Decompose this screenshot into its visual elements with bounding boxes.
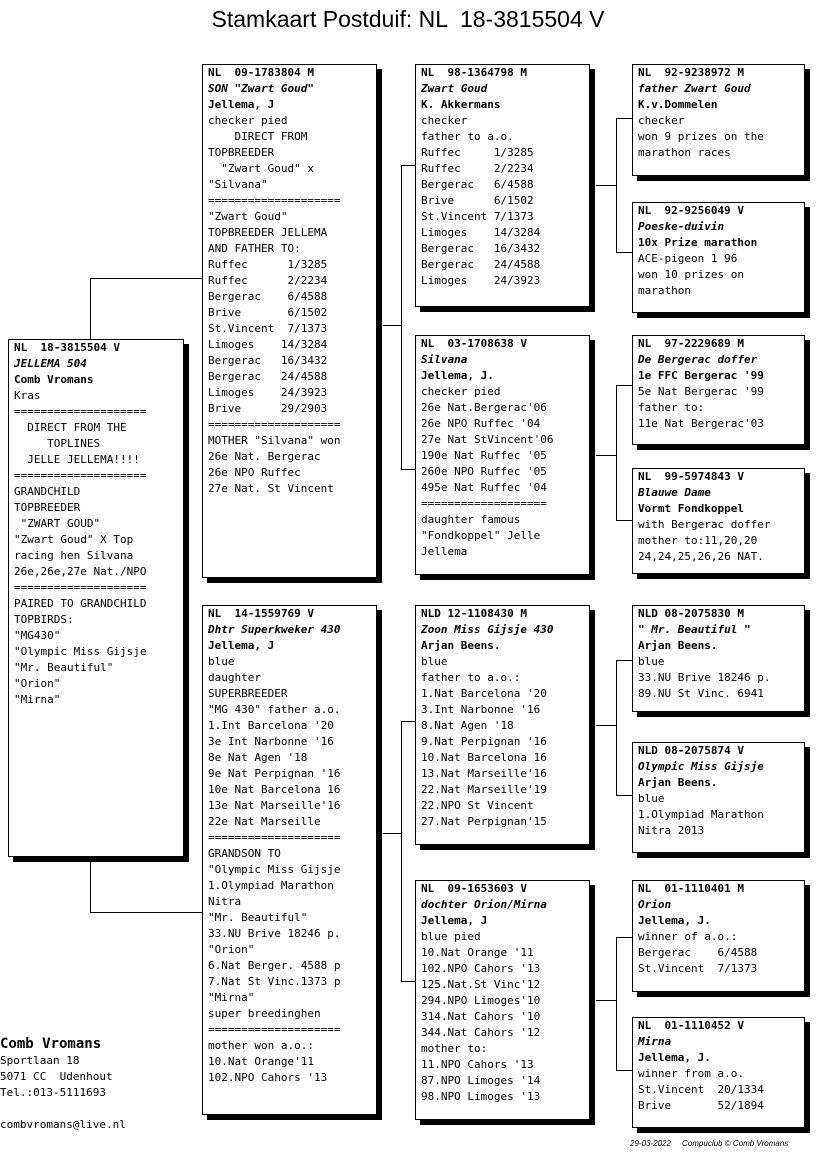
pigeon-owner: K. Akkermans [421, 98, 501, 111]
info-line: Brive 6/1502 [208, 306, 328, 319]
info-line: 33.NU Brive 18246 p. [638, 671, 771, 684]
info-line: DIRECT FROM THE [14, 421, 127, 434]
connector [401, 981, 415, 982]
pedigree-card-dds[interactable] [632, 880, 805, 992]
info-line: ==================== [14, 581, 147, 594]
info-line: blue [421, 655, 448, 668]
info-line: father to a.o.: [421, 671, 521, 684]
info-line: AND FATHER TO: [208, 242, 301, 255]
info-line: blue [638, 655, 665, 668]
info-line: Bergerac 6/4588 [638, 946, 758, 959]
pigeon-name: Blauwe Dame [638, 486, 711, 499]
ring-number: NL 97-2229689 M [638, 337, 744, 350]
connector [401, 165, 402, 469]
info-line: 7.Nat St Vinc.1373 p [208, 975, 341, 988]
pedigree-card-sire-sire[interactable] [415, 64, 590, 307]
info-line: 13.Nat Marseille'16 [421, 767, 547, 780]
pigeon-owner: Arjan Beens. [638, 776, 718, 789]
connector [90, 278, 91, 340]
info-line: "Orion" [14, 677, 61, 690]
info-line: 495e Nat Ruffec '04 [421, 481, 547, 494]
info-line: "MG430" [14, 629, 61, 642]
ring-number: NLD 08-2075874 V [638, 744, 744, 757]
connector [616, 937, 632, 938]
info-line: 13e Nat Marseille'16 [208, 799, 341, 812]
info-line: 11.NPO Cahors '13 [421, 1058, 534, 1071]
pigeon-name: " Mr. Beautiful " [638, 623, 751, 636]
info-line: daughter famous [421, 513, 521, 526]
info-line: St.Vincent 7/1373 [208, 322, 328, 335]
pigeon-owner: Jellema, J [208, 639, 275, 652]
page-title: Stamkaart Postduif: NL 18-3815504 V [211, 6, 605, 32]
connector [616, 660, 632, 661]
info-line: blue [208, 655, 235, 668]
info-line: TOPLINES [14, 437, 101, 450]
pedigree-card-sdd[interactable] [632, 468, 805, 574]
info-line: "Silvana" [208, 178, 268, 191]
info-line: "ZWART GOUD" [14, 517, 101, 530]
info-line: checker pied [421, 385, 501, 398]
info-line: 26e,26e,27e Nat./NPO [14, 565, 147, 578]
pedigree-card-ssd[interactable] [632, 202, 805, 313]
info-line: 10.Nat Orange'11 [208, 1055, 314, 1068]
info-line: 102.NPO Cahors '13 [208, 1071, 328, 1084]
info-line: super breedinghen [208, 1007, 321, 1020]
connector [616, 1070, 632, 1071]
info-line: TOPBREEDER JELLEMA [208, 226, 328, 239]
pigeon-name: Dhtr Superkweker 430 [208, 623, 341, 636]
pigeon-owner: Jellema, J [421, 914, 488, 927]
pigeon-owner: Jellema, J. [421, 369, 494, 382]
info-line: Bergerac 24/4588 [208, 370, 328, 383]
info-line: Bergerac 16/3432 [421, 242, 541, 255]
info-line: "Mirna" [208, 991, 255, 1004]
pedigree-card-dam-sire[interactable] [415, 605, 590, 845]
connector [616, 660, 617, 795]
connector [401, 721, 415, 722]
ring-number: NL 14-1559769 V [208, 607, 314, 620]
ring-number: NL 92-9256049 V [638, 204, 744, 217]
info-line: father to a.o. [421, 130, 514, 143]
info-line: GRANDSON TO [208, 847, 281, 860]
info-line: Limoges 14/3284 [421, 226, 541, 239]
connector [90, 912, 202, 913]
info-line: 26e Nat.Bergerac'06 [421, 401, 547, 414]
info-line: Nitra [208, 895, 242, 908]
connector [401, 165, 415, 166]
connector [596, 185, 616, 186]
info-line: =================== [421, 497, 547, 510]
info-line: ==================== [208, 1023, 341, 1036]
connector [616, 118, 617, 252]
info-line: ==================== [14, 405, 147, 418]
info-line: Ruffec 1/3285 [208, 258, 328, 271]
info-line: Bergerac 6/4588 [421, 178, 534, 191]
info-line: 8.Nat Agen '18 [421, 719, 514, 732]
pigeon-name: De Bergerac doffer [638, 353, 758, 366]
connector [90, 857, 91, 912]
pedigree-card-sss[interactable] [632, 64, 805, 176]
ring-number: NL 09-1783804 M [208, 66, 314, 79]
pedigree-card-subject[interactable] [8, 339, 184, 857]
info-line: "Orion" [208, 943, 255, 956]
connector [616, 520, 632, 521]
info-line: Kras [14, 389, 41, 402]
ring-number: NL 92-9238972 M [638, 66, 744, 79]
connector [596, 725, 616, 726]
pigeon-name: dochter Orion/Mirna [421, 898, 547, 911]
connector [383, 325, 401, 326]
info-line: father to: [638, 401, 705, 414]
pigeon-owner: 1e FFC Bergerac '99 [638, 369, 764, 382]
info-line: 10.Nat Orange '11 [421, 946, 534, 959]
pigeon-owner: Arjan Beens. [638, 639, 718, 652]
connector [401, 469, 415, 470]
info-line: Bergerac 6/4588 [208, 290, 328, 303]
info-line: 1.Nat Barcelona '20 [421, 687, 547, 700]
info-line: racing hen Silvana [14, 549, 134, 562]
info-line: marathon races [638, 146, 731, 159]
info-line: 10.Nat Barcelona 16 [421, 751, 547, 764]
info-line: 190e Nat Ruffec '05 [421, 449, 547, 462]
info-line: Ruffec 2/2234 [421, 162, 534, 175]
pigeon-name: Silvana [421, 353, 468, 366]
ring-number: NL 09-1653603 V [421, 882, 527, 895]
pedigree-card-dss[interactable] [632, 605, 805, 712]
info-line: Brive 29/2903 [208, 402, 328, 415]
owner-city: 5071 CC Udenhout [0, 1070, 113, 1083]
pigeon-name: father Zwart Goud [638, 82, 751, 95]
info-line: 1.Olympiad Marathon [638, 808, 764, 821]
pedigree-card-ddd[interactable] [632, 1017, 805, 1128]
info-line: 314.Nat Cahors '10 [421, 1010, 541, 1023]
info-line: "Olympic Miss Gijsje [208, 863, 341, 876]
info-line: 3.Int Narbonne '16 [421, 703, 541, 716]
info-line: GRANDCHILD [14, 485, 81, 498]
info-line: 125.Nat.St Vinc'12 [421, 978, 541, 991]
ring-number: NLD 08-2075830 M [638, 607, 744, 620]
info-line: won 9 prizes on the [638, 130, 764, 143]
info-line: 9.Nat Perpignan '16 [421, 735, 547, 748]
info-line: blue [638, 792, 665, 805]
info-line: 8e Nat Agen '18 [208, 751, 308, 764]
pedigree-card-sire[interactable] [202, 64, 377, 578]
connector [616, 385, 617, 520]
info-line: marathon [638, 284, 691, 297]
info-line: "Zwart Goud" x [208, 162, 314, 175]
pigeon-owner: K.v.Dommelen [638, 98, 718, 111]
info-line: 10e Nat Barcelona 16 [208, 783, 341, 796]
info-line: Brive 6/1502 [421, 194, 534, 207]
info-line: TOPBIRDS: [14, 613, 74, 626]
info-line: 22e Nat Marseille [208, 815, 321, 828]
pigeon-owner: Comb Vromans [14, 373, 94, 386]
info-line: Limoges 14/3284 [208, 338, 328, 351]
ring-number: NL 98-1364798 M [421, 66, 527, 79]
info-line: TOPBREEDER [208, 146, 275, 159]
connector [90, 278, 202, 279]
info-line: 98.NPO Limoges '13 [421, 1090, 541, 1103]
info-line: 260e NPO Ruffec '05 [421, 465, 547, 478]
info-line: 27.Nat Perpignan'15 [421, 815, 547, 828]
pedigree-card-sds[interactable] [632, 335, 805, 445]
pigeon-name: Zwart Goud [421, 82, 488, 95]
info-line: St.Vincent 7/1373 [421, 210, 534, 223]
info-line: "Mirna" [14, 693, 61, 706]
info-line: mother to: [421, 1042, 488, 1055]
pigeon-owner: Jellema, J. [638, 914, 711, 927]
pigeon-name: JELLEMA 504 [14, 357, 87, 370]
info-line: with Bergerac doffer [638, 518, 771, 531]
info-line: 5e Nat Bergerac '99 [638, 385, 764, 398]
info-line: daughter [208, 671, 261, 684]
pigeon-owner: Jellema, J [208, 98, 275, 111]
info-line: "Mr. Beautiful" [208, 911, 308, 924]
info-line: Brive 52/1894 [638, 1099, 764, 1112]
info-line: 1.Int Barcelona '20 [208, 719, 334, 732]
info-line: 1.Olympiad Marathon [208, 879, 334, 892]
info-line: "Zwart Goud" X Top [14, 533, 134, 546]
info-line: 344.Nat Cahors '12 [421, 1026, 541, 1039]
ring-number: NL 99-5974843 V [638, 470, 744, 483]
info-line: 6.Nat Berger. 4588 p [208, 959, 341, 972]
pigeon-name: Mirna [638, 1035, 672, 1048]
info-line: won 10 prizes on [638, 268, 744, 281]
info-line: "Zwart Goud" [208, 210, 288, 223]
pigeon-owner: Arjan Beens. [421, 639, 501, 652]
info-line: mother won a.o.: [208, 1039, 314, 1052]
info-line: PAIRED TO GRANDCHILD [14, 597, 147, 610]
info-line: 3e Int Narbonne '16 [208, 735, 334, 748]
info-line: ==================== [208, 418, 341, 431]
info-line: checker [638, 114, 685, 127]
pigeon-name: SON "Zwart Goud" [208, 82, 314, 95]
ring-number: NL 03-1708638 V [421, 337, 527, 350]
pedigree-card-dam[interactable] [202, 605, 377, 1115]
info-line: ==================== [14, 469, 147, 482]
connector [616, 385, 632, 386]
pedigree-card-sire-dam[interactable] [415, 335, 590, 575]
info-line: 102.NPO Cahors '13 [421, 962, 541, 975]
connector [616, 252, 632, 253]
pedigree-card-dam-dam[interactable] [415, 880, 590, 1120]
connector [383, 833, 401, 834]
info-line: "Olympic Miss Gijsje [14, 645, 147, 658]
pigeon-name: Zoon Miss Gijsje 430 [421, 623, 554, 636]
info-line: St.Vincent 7/1373 [638, 962, 758, 975]
pigeon-owner: Jellema, J. [638, 1051, 711, 1064]
pedigree-card-dsd[interactable] [632, 742, 805, 853]
footer-credit: 29-03-2022 Compuclub © Comb Vromans [630, 1139, 789, 1148]
info-line: Nitra 2013 [638, 824, 705, 837]
info-line: 22.Nat Marseille'19 [421, 783, 547, 796]
ring-number: NLD 12-1108430 M [421, 607, 527, 620]
info-line: Bergerac 24/4588 [421, 258, 541, 271]
info-line: 26e NPO Ruffec '04 [421, 417, 541, 430]
pigeon-owner: Vormt Fondkoppel [638, 502, 744, 515]
info-line: winner of a.o.: [638, 930, 738, 943]
info-line: Limoges 24/3923 [421, 274, 541, 287]
info-line: 9e Nat Perpignan '16 [208, 767, 341, 780]
info-line: 11e Nat Bergerac'03 [638, 417, 764, 430]
info-line: 294.NPO Limoges'10 [421, 994, 541, 1007]
info-line: ACE-pigeon 1 96 [638, 252, 738, 265]
info-line: DIRECT FROM [208, 130, 308, 143]
info-line: ==================== [208, 831, 341, 844]
info-line: 87.NPO Limoges '14 [421, 1074, 541, 1087]
info-line: Ruffec 1/3285 [421, 146, 534, 159]
info-line: MOTHER "Silvana" won [208, 434, 341, 447]
connector [596, 1000, 616, 1001]
info-line: 33.NU Brive 18246 p. [208, 927, 341, 940]
info-line: 26e Nat. Bergerac [208, 450, 321, 463]
info-line: 22.NPO St Vincent [421, 799, 534, 812]
connector [401, 721, 402, 981]
connector [616, 795, 632, 796]
info-line: 27e Nat StVincent'06 [421, 433, 554, 446]
owner-street: Sportlaan 18 [0, 1054, 80, 1067]
connector [596, 455, 616, 456]
info-line: Ruffec 2/2234 [208, 274, 328, 287]
connector [616, 118, 632, 119]
info-line: "Mr. Beautiful" [14, 661, 114, 674]
pigeon-name: Olympic Miss Gijsje [638, 760, 764, 773]
info-line: ==================== [208, 194, 341, 207]
owner-address [0, 1035, 126, 1133]
ring-number: NL 01-1110452 V [638, 1019, 744, 1032]
info-line: St.Vincent 20/1334 [638, 1083, 764, 1096]
info-line: "MG 430" father a.o. [208, 703, 341, 716]
pigeon-name: Orion [638, 898, 672, 911]
info-line: "Fondkoppel" Jelle [421, 529, 541, 542]
pigeon-owner: 10x Prize marathon [638, 236, 758, 249]
info-line: 24,24,25,26,26 NAT. [638, 550, 764, 563]
ring-number: NL 01-1110401 M [638, 882, 744, 895]
info-line: checker pied [208, 114, 288, 127]
info-line: 89.NU St Vinc. 6941 [638, 687, 764, 700]
info-line: checker [421, 114, 468, 127]
info-line: Bergerac 16/3432 [208, 354, 328, 367]
info-line: blue pied [421, 930, 481, 943]
connector [616, 937, 617, 1070]
info-line: Jellema [421, 545, 468, 558]
info-line: 27e Nat. St Vincent [208, 482, 334, 495]
pigeon-name: Poeske-duivin [638, 220, 725, 233]
info-line: Limoges 24/3923 [208, 386, 328, 399]
owner-name: Comb Vromans [0, 1036, 102, 1052]
ring-number: NL 18-3815504 V [14, 341, 120, 354]
owner-phone: Tel.:013-5111693 [0, 1086, 106, 1099]
info-line: SUPERBREEDER [208, 687, 288, 700]
info-line: JELLE JELLEMA!!!! [14, 453, 140, 466]
owner-email[interactable]: combvromans@live.nl [0, 1118, 126, 1131]
info-line: TOPBREEDER [14, 501, 81, 514]
info-line: mother to:11,20,20 [638, 534, 758, 547]
info-line: 26e NPO Ruffec [208, 466, 301, 479]
info-line: winner from a.o. [638, 1067, 744, 1080]
